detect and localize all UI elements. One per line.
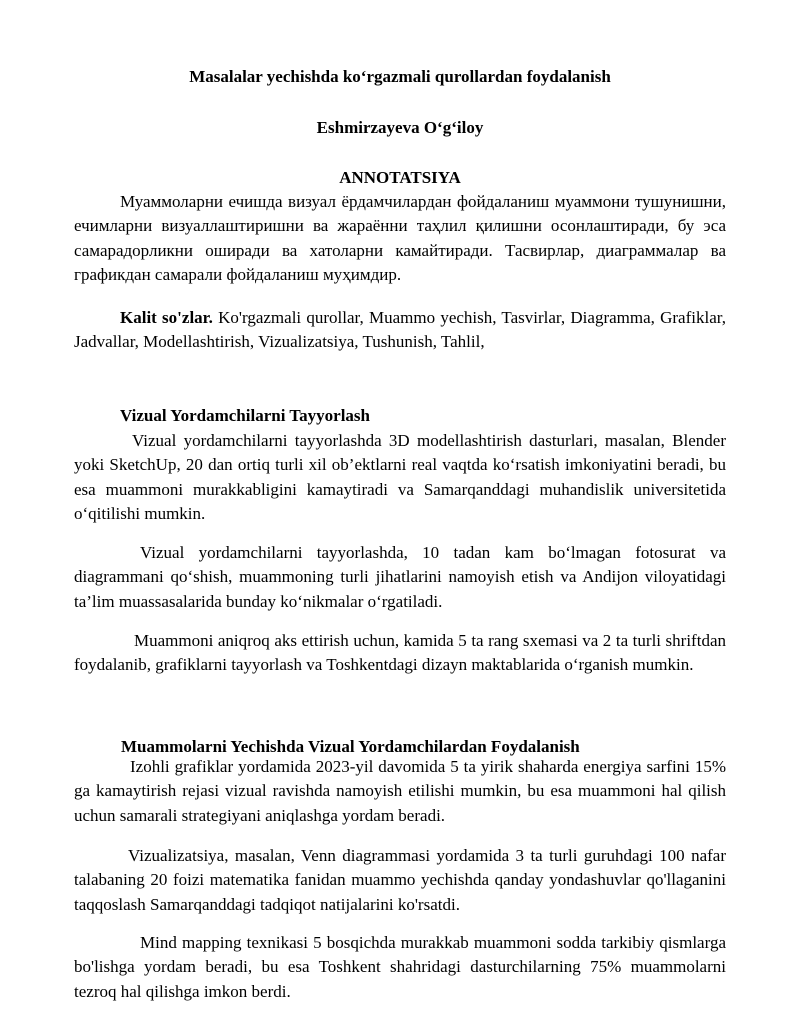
keywords-label: Kalit so'zlar. [120,308,213,327]
section2-paragraph-3: Mind mapping texnikasi 5 bosqichda murakkab muammoni sodda tarkibiy qismlarga bo'lishga yordam beradi, bu esa Toshkent shahridagi dasturchilarning 75% muammolarni tezroq hal qilishga imkon berdi. [74,933,726,1001]
keywords-list: Ko'rgazmali qurollar, Muammo yechish, Tasvirlar, Diagramma, Grafiklar, Jadvallar, Modellashtirish, Vizualizatsiya, Tushunish, Tahlil, [74,308,726,352]
keywords-paragraph [74,306,726,355]
section1-heading: Vizual Yordamchilarni Tayyorlash [120,406,370,425]
document-title: Masalalar yechishda ko‘rgazmali qurollardan foydalanish [189,67,611,86]
section2-paragraph-1: Izohli grafiklar yordamida 2023-yil davomida 5 ta yirik shaharda energiya sarfini 15% ga kamaytirish rejasi vizual ravishda namoyish etilishi mumkin, bu esa muammoni hal qilish uchun samarali strategiyani aniqlashga yordam beradi. [74,757,726,825]
abstract-paragraph: Муаммоларни ечишда визуал ёрдамчилардан фойдаланиш муаммони тушунишни, ечимларни визуаллаштиришни ва жараённи таҳлил қилишни осонлаштиради, бу эса самарадорликни оширади ва хатоларни камайтиради. Тасвирлар, диаграммалар ва графикдан самарали фойдаланиш муҳимдир. [74,192,726,285]
section1-paragraph-2: Vizual yordamchilarni tayyorlashda, 10 tadan kam bo‘lmagan fotosurat va diagrammani qo‘shish, muammoning turli jihatlarini namoyish etish va Andijon viloyatidagi ta’lim muassasalarida bunday ko‘nikmalar o‘rgatiladi. [74,543,726,611]
abstract-heading: ANNOTATSIYA [339,168,461,187]
section1-paragraph-3: Muammoni aniqroq aks ettirish uchun, kamida 5 ta rang sxemasi va 2 ta turli shriftdan foydalanib, grafiklarni tayyorlash va Toshkentdagi dizayn maktablarida o‘rganish mumkin. [74,631,726,675]
section2-paragraph-2: Vizualizatsiya, masalan, Venn diagrammasi yordamida 3 ta turli guruhdagi 100 nafar talabaning 20 foizi matematika fanidan muammo yechishda qanday yondashuvlar qo'llaganini taqqoslash Samarqanddagi tadqiqot natijalarini ko'rsatdi. [74,846,726,914]
section1-paragraph-1: Vizual yordamchilarni tayyorlashda 3D modellashtirish dasturlari, masalan, Blender yoki SketchUp, 20 dan ortiq turli xil ob’ektlarni real vaqtda ko‘rsatish imkoniyatini beradi, bu esa muammoni murakkabligini kamaytiradi va Samarqanddagi muhandislik universitetida o‘qitilishi mumkin. [74,431,726,524]
section2-heading: Muammolarni Yechishda Vizual Yordamchilardan Foydalanish [121,737,580,756]
author-name: Eshmirzayeva O‘g‘iloy [316,118,484,137]
